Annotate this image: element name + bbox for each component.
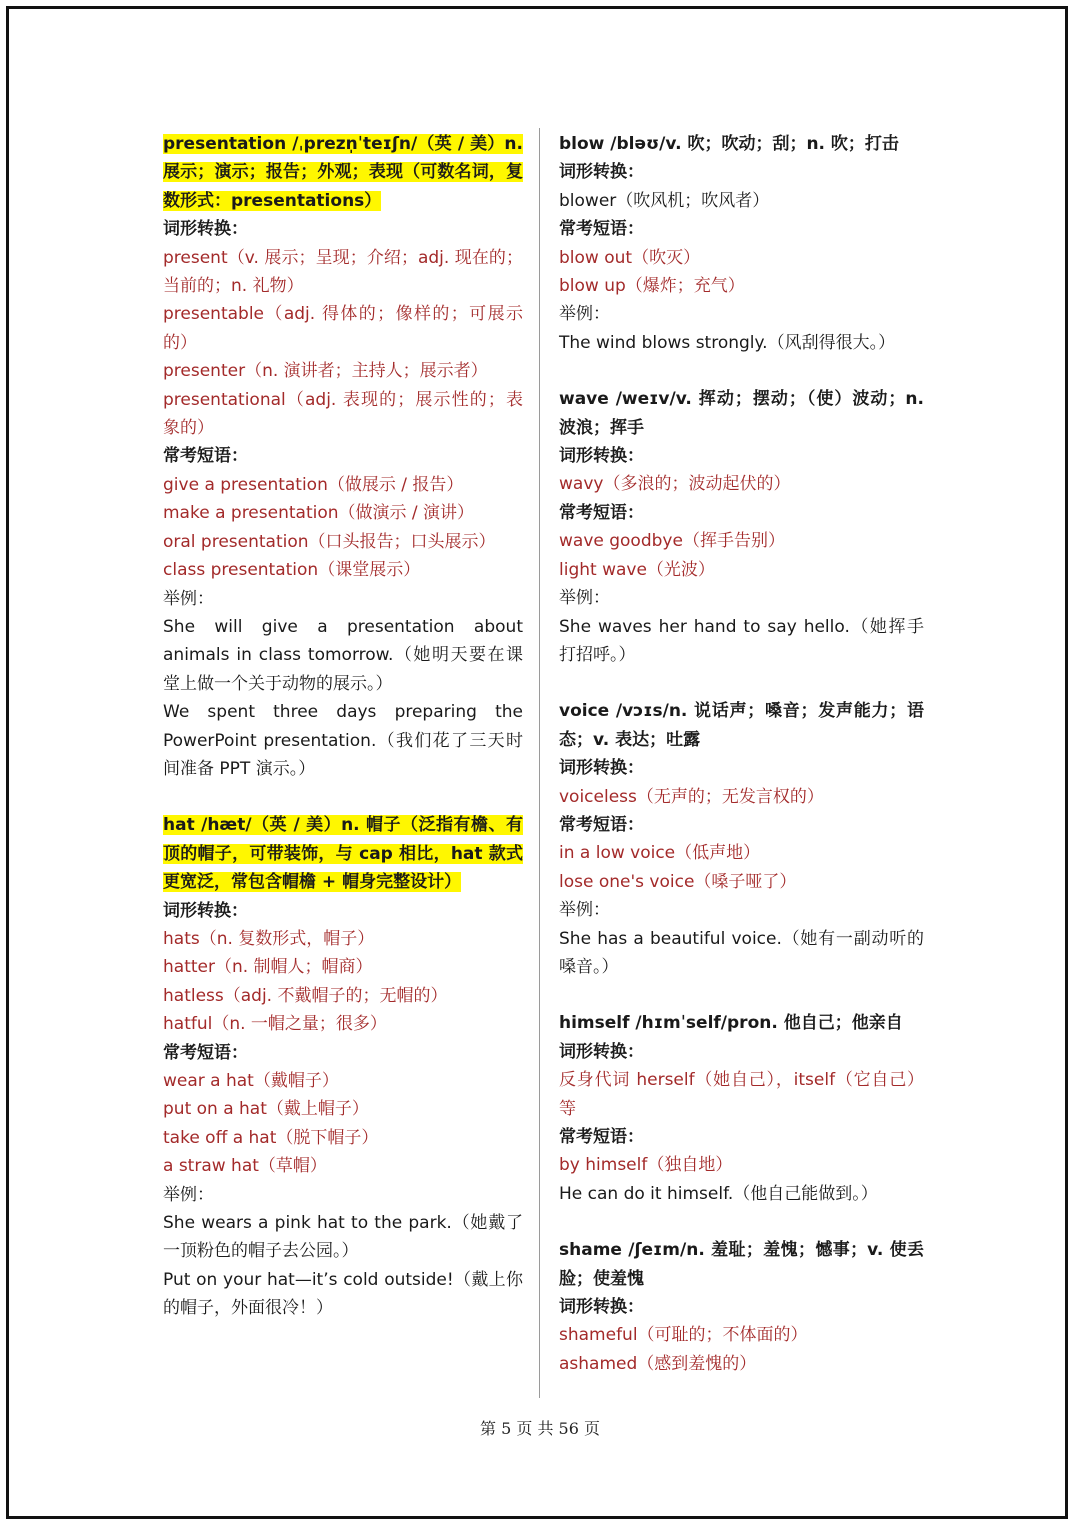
phrase-item: light wave（光波） (559, 559, 715, 580)
headword-highlight: hat /hæt/（英 / 美）n. 帽子（泛指有檐、有顶的帽子，可带装饰，与 cap 相比，hat 款式更宽泛，常包含帽檐 + 帽身完整设计） (163, 815, 523, 893)
example-sentence: He can do it himself.（他自己能做到。） (559, 1183, 878, 1204)
form-item: shameful（可耻的；不体面的） (559, 1325, 808, 1346)
headword: shame /ʃeɪm/n. 羞耻；羞愧；憾事；v. 使丢脸；使羞愧 (559, 1240, 924, 1289)
forms-label: 词形转换： (559, 446, 644, 467)
phrases-label: 常考短语： (559, 502, 644, 523)
form-item: voiceless（无声的；无发言权的） (559, 786, 824, 807)
example-sentence: She will give a presentation about animals in class tomorrow.（她明天要在课堂上做一个关于动物的展示。） (163, 616, 523, 694)
form-item: 反身代词 herself（她自己），itself（它自己）等 (559, 1070, 924, 1119)
phrases-label: 常考短语： (163, 1042, 248, 1063)
headword: blow /bləʊ/v. 吹；吹动；刮；n. 吹；打击 (559, 134, 899, 154)
forms-label: 词形转换： (559, 758, 644, 779)
page-number: 第 5 页 共 56 页 (480, 1419, 600, 1438)
headword: voice /vɔɪs/n. 说话声；嗓音；发声能力；语态；v. 表达；吐露 (559, 701, 924, 750)
phrase-item: wear a hat（戴帽子） (163, 1071, 339, 1091)
phrases-label: 常考短语： (163, 446, 248, 467)
entry-blow (559, 130, 924, 357)
phrase-item: in a low voice（低声地） (559, 843, 761, 864)
entry-voice (559, 697, 924, 981)
forms-label: 词形转换： (559, 1041, 644, 1062)
headword (163, 130, 523, 215)
entry-himself (559, 1009, 924, 1208)
phrases-label: 常考短语： (559, 1127, 644, 1147)
phrase-item: blow out（吹灭） (559, 247, 701, 268)
entry-shame (559, 1236, 924, 1378)
examples-label: 举例： (163, 588, 214, 609)
phrase-item: by himself（独自地） (559, 1155, 733, 1176)
form-item: present（v. 展示；呈现；介绍；adj. 现在的；当前的；n. 礼物） (163, 247, 523, 297)
left-column (163, 130, 523, 1351)
example-sentence: She wears a pink hat to the park.（她戴了一顶粉色的帽子去公园。） (163, 1213, 523, 1262)
example-sentence: We spent three days preparing the PowerPoint presentation.（我们花了三天时间准备 PPT 演示。） (163, 702, 523, 779)
form-item: hats（n. 复数形式，帽子） (163, 928, 375, 949)
phrase-item: give a presentation（做展示 / 报告） (163, 474, 464, 495)
examples-label: 举例： (163, 1184, 214, 1205)
phrase-item: put on a hat（戴上帽子） (163, 1099, 369, 1120)
entry-presentation (163, 130, 523, 783)
example-sentence: She waves her hand to say hello.（她挥手打招呼。） (559, 616, 924, 665)
examples-label: 举例： (559, 900, 610, 921)
form-item: presenter（n. 演讲者；主持人；展示者） (163, 361, 488, 382)
phrase-item: class presentation（课堂展示） (163, 560, 421, 581)
examples-label: 举例： (559, 588, 610, 609)
headword: wave /weɪv/v. 挥动；摆动；（使）波动；n. 波浪；挥手 (559, 389, 924, 438)
entry-wave (559, 385, 924, 669)
form-item: presentable（adj. 得体的；像样的；可展示的） (163, 304, 523, 353)
forms-label: 词形转换： (163, 900, 248, 921)
forms-label: 词形转换： (559, 162, 644, 183)
form-item: presentational（adj. 表现的；展示性的；表象的） (163, 389, 523, 439)
phrases-label: 常考短语： (559, 219, 644, 240)
column-divider (539, 128, 540, 1398)
example-sentence: She has a beautiful voice.（她有一副动听的嗓音。） (559, 928, 924, 977)
form-item: blower（吹风机；吹风者） (559, 190, 770, 211)
right-column (559, 130, 924, 1406)
phrase-item: wave goodbye（挥手告别） (559, 531, 785, 552)
form-item: hatless（adj. 不戴帽子的；无帽的） (163, 985, 448, 1006)
phrase-item: blow up（爆炸；充气） (559, 276, 745, 297)
example-sentence: The wind blows strongly.（风刮得很大。） (559, 332, 896, 353)
phrase-item: a straw hat（草帽） (163, 1156, 327, 1177)
forms-label: 词形转换： (163, 219, 248, 240)
phrase-item: oral presentation（口头报告；口头展示） (163, 531, 496, 552)
headword: himself /hɪmˈself/pron. 他自己；他亲自 (559, 1013, 903, 1034)
headword (163, 811, 523, 896)
forms-label: 词形转换： (559, 1297, 644, 1318)
phrase-item: lose one's voice（嗓子哑了） (559, 871, 797, 892)
headword-highlight: presentation /ˌprezn̩ˈteɪʃn/（英 / 美）n. 展示；演示；报告；外观；表现（可数名词，复数形式：presentations） (163, 134, 523, 211)
form-item: ashamed（感到羞愧的） (559, 1353, 757, 1374)
example-sentence: Put on your hat—it’s cold outside!（戴上你的帽子，外面很冷！） (163, 1269, 523, 1319)
phrase-item: make a presentation（做演示 / 演讲） (163, 503, 475, 524)
phrase-item: take off a hat（脱下帽子） (163, 1127, 379, 1148)
entry-hat (163, 811, 523, 1322)
form-item: hatter（n. 制帽人；帽商） (163, 957, 373, 978)
phrases-label: 常考短语： (559, 814, 644, 835)
form-item: wavy（多浪的；波动起伏的） (559, 474, 791, 495)
examples-label: 举例： (559, 304, 610, 325)
form-item: hatful（n. 一帽之量；很多） (163, 1014, 387, 1035)
